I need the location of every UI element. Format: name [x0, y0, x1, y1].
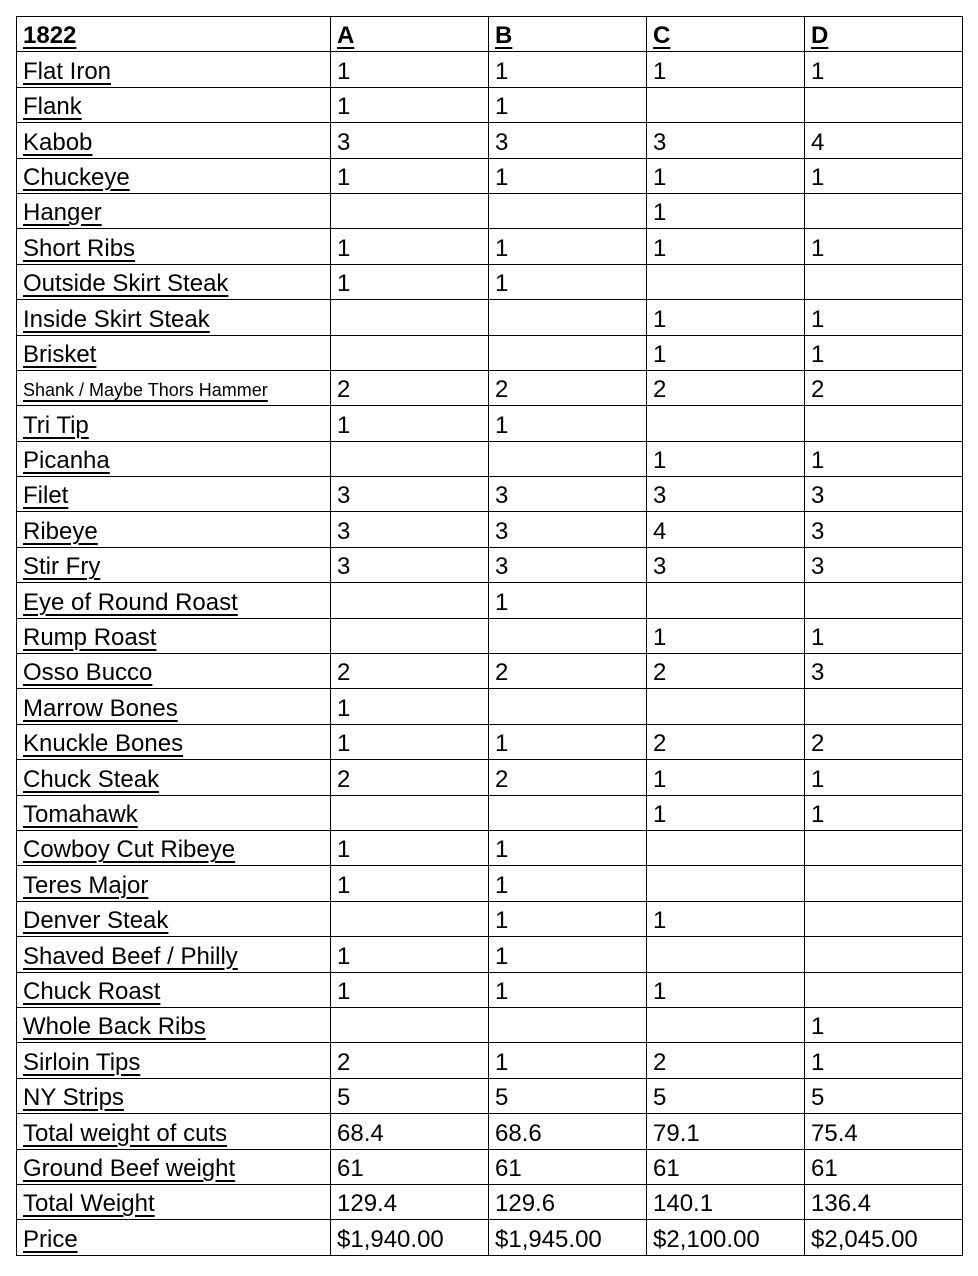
header-cell-a — [331, 17, 489, 52]
value-cell-c: 1 — [647, 618, 805, 653]
value-cell-a — [331, 1007, 489, 1042]
table-row — [17, 123, 963, 158]
value-cell-c: 2 — [647, 724, 805, 759]
table-row — [17, 1007, 963, 1042]
table-row — [17, 618, 963, 653]
value-cell-b: 1 — [489, 724, 647, 759]
row-label-cell — [17, 972, 331, 1007]
row-label: Stir Fry — [23, 553, 101, 581]
table-row — [17, 158, 963, 193]
value-cell-c: 1 — [647, 52, 805, 87]
value-cell-d: 1 — [805, 229, 963, 264]
row-label: NY Strips — [23, 1084, 124, 1112]
value-cell-a: 1 — [331, 866, 489, 901]
value-cell-a: 3 — [331, 512, 489, 547]
table-row — [17, 335, 963, 370]
value-cell-c: 79.1 — [647, 1114, 805, 1149]
value-cell-d — [805, 583, 963, 618]
value-cell-b: 3 — [489, 512, 647, 547]
table-row — [17, 760, 963, 795]
value-cell-c: 3 — [647, 123, 805, 158]
value-cell-c: 1 — [647, 972, 805, 1007]
value-cell-b: 1 — [489, 406, 647, 441]
value-cell-b: 1 — [489, 583, 647, 618]
value-cell-a: 129.4 — [331, 1184, 489, 1219]
value-cell-b: 3 — [489, 547, 647, 582]
header-label-cell — [17, 17, 331, 52]
value-cell-d — [805, 689, 963, 724]
value-cell-c: 1 — [647, 193, 805, 228]
row-label: Eye of Round Roast — [23, 588, 238, 616]
value-cell-b: $1,945.00 — [489, 1220, 647, 1255]
table-row — [17, 406, 963, 441]
table-row — [17, 937, 963, 972]
row-label-cell — [17, 1078, 331, 1113]
row-label: Shank / Maybe Thors Hammer — [23, 380, 268, 401]
value-cell-d: 3 — [805, 547, 963, 582]
value-cell-a — [331, 901, 489, 936]
value-cell-d — [805, 972, 963, 1007]
value-cell-b: 1 — [489, 830, 647, 865]
value-cell-d: 1 — [805, 1043, 963, 1078]
value-cell-a: 3 — [331, 477, 489, 512]
value-cell-b: 1 — [489, 901, 647, 936]
value-cell-b: 1 — [489, 264, 647, 299]
row-label-cell — [17, 193, 331, 228]
row-label-cell — [17, 1220, 331, 1255]
value-cell-c: 140.1 — [647, 1184, 805, 1219]
value-cell-a: 2 — [331, 654, 489, 689]
value-cell-c — [647, 87, 805, 122]
value-cell-d: 1 — [805, 441, 963, 476]
column-header-a: A — [337, 22, 355, 50]
value-cell-c: 1 — [647, 441, 805, 476]
value-cell-b — [489, 795, 647, 830]
value-cell-a: 3 — [331, 123, 489, 158]
value-cell-b: 3 — [489, 123, 647, 158]
row-label: Hanger — [23, 199, 102, 227]
row-label: Flank — [23, 93, 82, 121]
value-cell-d: 2 — [805, 724, 963, 759]
column-header-b: B — [495, 22, 513, 50]
value-cell-c: 1 — [647, 795, 805, 830]
value-cell-b: 1 — [489, 229, 647, 264]
row-label: Inside Skirt Steak — [23, 305, 210, 333]
table-row — [17, 795, 963, 830]
value-cell-c: 1 — [647, 760, 805, 795]
value-cell-a: 5 — [331, 1078, 489, 1113]
value-cell-b: 1 — [489, 158, 647, 193]
row-label: Tomahawk — [23, 800, 138, 828]
column-header-d: D — [811, 22, 829, 50]
table-row — [17, 830, 963, 865]
value-cell-a: 1 — [331, 724, 489, 759]
row-label-cell — [17, 547, 331, 582]
value-cell-b — [489, 335, 647, 370]
table-row — [17, 654, 963, 689]
row-label-cell — [17, 583, 331, 618]
value-cell-c — [647, 1007, 805, 1042]
row-label: Picanha — [23, 447, 110, 475]
row-label: Chuck Roast — [23, 977, 161, 1005]
value-cell-a: 2 — [331, 1043, 489, 1078]
table-row — [17, 1114, 963, 1149]
row-label: Total Weight — [23, 1190, 155, 1218]
row-label-cell — [17, 87, 331, 122]
table-row — [17, 264, 963, 299]
value-cell-a: $1,940.00 — [331, 1220, 489, 1255]
value-cell-a: 1 — [331, 87, 489, 122]
table-row — [17, 1220, 963, 1255]
value-cell-d: 1 — [805, 760, 963, 795]
value-cell-a: 2 — [331, 760, 489, 795]
row-label: Price — [23, 1225, 78, 1253]
value-cell-d — [805, 866, 963, 901]
table-row — [17, 689, 963, 724]
value-cell-c — [647, 937, 805, 972]
table-row — [17, 1078, 963, 1113]
value-cell-a — [331, 193, 489, 228]
table-row — [17, 87, 963, 122]
value-cell-b — [489, 618, 647, 653]
value-cell-a: 1 — [331, 406, 489, 441]
row-label: Osso Bucco — [23, 659, 153, 687]
row-label: Kabob — [23, 128, 93, 156]
row-label-cell — [17, 795, 331, 830]
value-cell-d — [805, 264, 963, 299]
value-cell-d — [805, 87, 963, 122]
row-label: Brisket — [23, 340, 97, 368]
value-cell-c: 3 — [647, 477, 805, 512]
header-cell-b — [489, 17, 647, 52]
value-cell-b — [489, 689, 647, 724]
value-cell-b: 129.6 — [489, 1184, 647, 1219]
row-label: Ground Beef weight — [23, 1154, 236, 1182]
value-cell-c: 2 — [647, 370, 805, 405]
row-label-cell — [17, 830, 331, 865]
value-cell-b: 68.6 — [489, 1114, 647, 1149]
table-row — [17, 441, 963, 476]
row-label-cell — [17, 901, 331, 936]
value-cell-b: 2 — [489, 654, 647, 689]
row-label-cell — [17, 512, 331, 547]
row-label: Sirloin Tips — [23, 1048, 141, 1076]
row-label: Total weight of cuts — [23, 1119, 228, 1147]
value-cell-b — [489, 193, 647, 228]
value-cell-c — [647, 866, 805, 901]
value-cell-b — [489, 1007, 647, 1042]
value-cell-a: 1 — [331, 937, 489, 972]
table-row — [17, 300, 963, 335]
value-cell-a — [331, 335, 489, 370]
row-label-cell — [17, 52, 331, 87]
row-label-cell — [17, 370, 331, 405]
value-cell-a — [331, 618, 489, 653]
value-cell-d: 1 — [805, 795, 963, 830]
value-cell-c: $2,100.00 — [647, 1220, 805, 1255]
table-row — [17, 901, 963, 936]
row-label-cell — [17, 760, 331, 795]
table-row — [17, 1184, 963, 1219]
row-label: Whole Back Ribs — [23, 1013, 206, 1041]
row-label-cell — [17, 1149, 331, 1184]
value-cell-b: 1 — [489, 972, 647, 1007]
row-label: Chuck Steak — [23, 765, 160, 793]
header-row — [17, 17, 963, 52]
value-cell-d: 1 — [805, 1007, 963, 1042]
table-row — [17, 972, 963, 1007]
row-label: Denver Steak — [23, 907, 169, 935]
value-cell-a — [331, 441, 489, 476]
value-cell-d: 4 — [805, 123, 963, 158]
table-row — [17, 229, 963, 264]
row-label: Marrow Bones — [23, 694, 178, 722]
value-cell-c — [647, 830, 805, 865]
row-label: Filet — [23, 482, 69, 510]
value-cell-d: $2,045.00 — [805, 1220, 963, 1255]
value-cell-d: 1 — [805, 158, 963, 193]
row-label-cell — [17, 654, 331, 689]
value-cell-b: 61 — [489, 1149, 647, 1184]
value-cell-b: 3 — [489, 477, 647, 512]
value-cell-a: 1 — [331, 52, 489, 87]
value-cell-d: 5 — [805, 1078, 963, 1113]
table-row — [17, 52, 963, 87]
value-cell-c: 2 — [647, 654, 805, 689]
row-label-cell — [17, 335, 331, 370]
row-label: Short Ribs — [23, 234, 136, 262]
value-cell-a — [331, 300, 489, 335]
value-cell-a: 61 — [331, 1149, 489, 1184]
value-cell-b: 1 — [489, 1043, 647, 1078]
value-cell-c — [647, 406, 805, 441]
column-header-c: C — [653, 22, 671, 50]
value-cell-c: 2 — [647, 1043, 805, 1078]
value-cell-c: 4 — [647, 512, 805, 547]
row-label-cell — [17, 724, 331, 759]
value-cell-d: 3 — [805, 512, 963, 547]
value-cell-b: 1 — [489, 937, 647, 972]
header-cell-d — [805, 17, 963, 52]
value-cell-c: 61 — [647, 1149, 805, 1184]
value-cell-d: 2 — [805, 370, 963, 405]
value-cell-b: 2 — [489, 370, 647, 405]
row-label-cell — [17, 1007, 331, 1042]
row-label: Shaved Beef / Philly — [23, 942, 238, 970]
table-row — [17, 724, 963, 759]
value-cell-d: 136.4 — [805, 1184, 963, 1219]
row-label-cell — [17, 1184, 331, 1219]
value-cell-d: 61 — [805, 1149, 963, 1184]
value-cell-d: 1 — [805, 300, 963, 335]
value-cell-d — [805, 406, 963, 441]
value-cell-c — [647, 689, 805, 724]
value-cell-b — [489, 300, 647, 335]
value-cell-c: 3 — [647, 547, 805, 582]
value-cell-d: 3 — [805, 654, 963, 689]
row-label-cell — [17, 123, 331, 158]
table-row — [17, 477, 963, 512]
header-label: 1822 — [23, 22, 77, 50]
row-label: Ribeye — [23, 517, 98, 545]
row-label: Teres Major — [23, 871, 149, 899]
value-cell-c: 1 — [647, 158, 805, 193]
value-cell-b: 5 — [489, 1078, 647, 1113]
row-label-cell — [17, 1114, 331, 1149]
row-label: Knuckle Bones — [23, 730, 184, 758]
value-cell-a: 1 — [331, 972, 489, 1007]
value-cell-b: 1 — [489, 52, 647, 87]
value-cell-a: 1 — [331, 830, 489, 865]
value-cell-a: 1 — [331, 229, 489, 264]
value-cell-d: 1 — [805, 52, 963, 87]
row-label-cell — [17, 937, 331, 972]
table-row — [17, 583, 963, 618]
value-cell-a: 1 — [331, 158, 489, 193]
value-cell-a: 1 — [331, 689, 489, 724]
row-label: Tri Tip — [23, 411, 89, 439]
value-cell-d — [805, 937, 963, 972]
value-cell-b: 1 — [489, 866, 647, 901]
value-cell-d: 1 — [805, 618, 963, 653]
value-cell-d — [805, 901, 963, 936]
row-label-cell — [17, 866, 331, 901]
table-row — [17, 512, 963, 547]
table-row — [17, 1149, 963, 1184]
value-cell-a: 2 — [331, 370, 489, 405]
value-cell-c: 1 — [647, 335, 805, 370]
value-cell-c — [647, 583, 805, 618]
row-label-cell — [17, 477, 331, 512]
value-cell-c — [647, 264, 805, 299]
header-cell-c — [647, 17, 805, 52]
value-cell-d: 3 — [805, 477, 963, 512]
row-label-cell — [17, 406, 331, 441]
row-label: Rump Roast — [23, 624, 157, 652]
row-label-cell — [17, 441, 331, 476]
row-label: Outside Skirt Steak — [23, 270, 229, 298]
value-cell-c: 1 — [647, 901, 805, 936]
value-cell-b: 2 — [489, 760, 647, 795]
row-label-cell — [17, 158, 331, 193]
row-label-cell — [17, 264, 331, 299]
beef-cuts-table — [16, 16, 963, 1256]
value-cell-a: 1 — [331, 264, 489, 299]
value-cell-c: 5 — [647, 1078, 805, 1113]
value-cell-d — [805, 830, 963, 865]
value-cell-a: 3 — [331, 547, 489, 582]
row-label-cell — [17, 229, 331, 264]
row-label: Cowboy Cut Ribeye — [23, 836, 236, 864]
value-cell-c: 1 — [647, 229, 805, 264]
value-cell-b — [489, 441, 647, 476]
value-cell-a — [331, 583, 489, 618]
row-label-cell — [17, 1043, 331, 1078]
table-row — [17, 866, 963, 901]
table-row — [17, 1043, 963, 1078]
row-label-cell — [17, 618, 331, 653]
row-label: Chuckeye — [23, 163, 130, 191]
table-row — [17, 193, 963, 228]
value-cell-a: 68.4 — [331, 1114, 489, 1149]
row-label-cell — [17, 300, 331, 335]
value-cell-c: 1 — [647, 300, 805, 335]
value-cell-d: 1 — [805, 335, 963, 370]
value-cell-d — [805, 193, 963, 228]
row-label-cell — [17, 689, 331, 724]
value-cell-a — [331, 795, 489, 830]
row-label: Flat Iron — [23, 57, 112, 85]
table-row — [17, 547, 963, 582]
value-cell-d: 75.4 — [805, 1114, 963, 1149]
table-row — [17, 370, 963, 405]
value-cell-b: 1 — [489, 87, 647, 122]
